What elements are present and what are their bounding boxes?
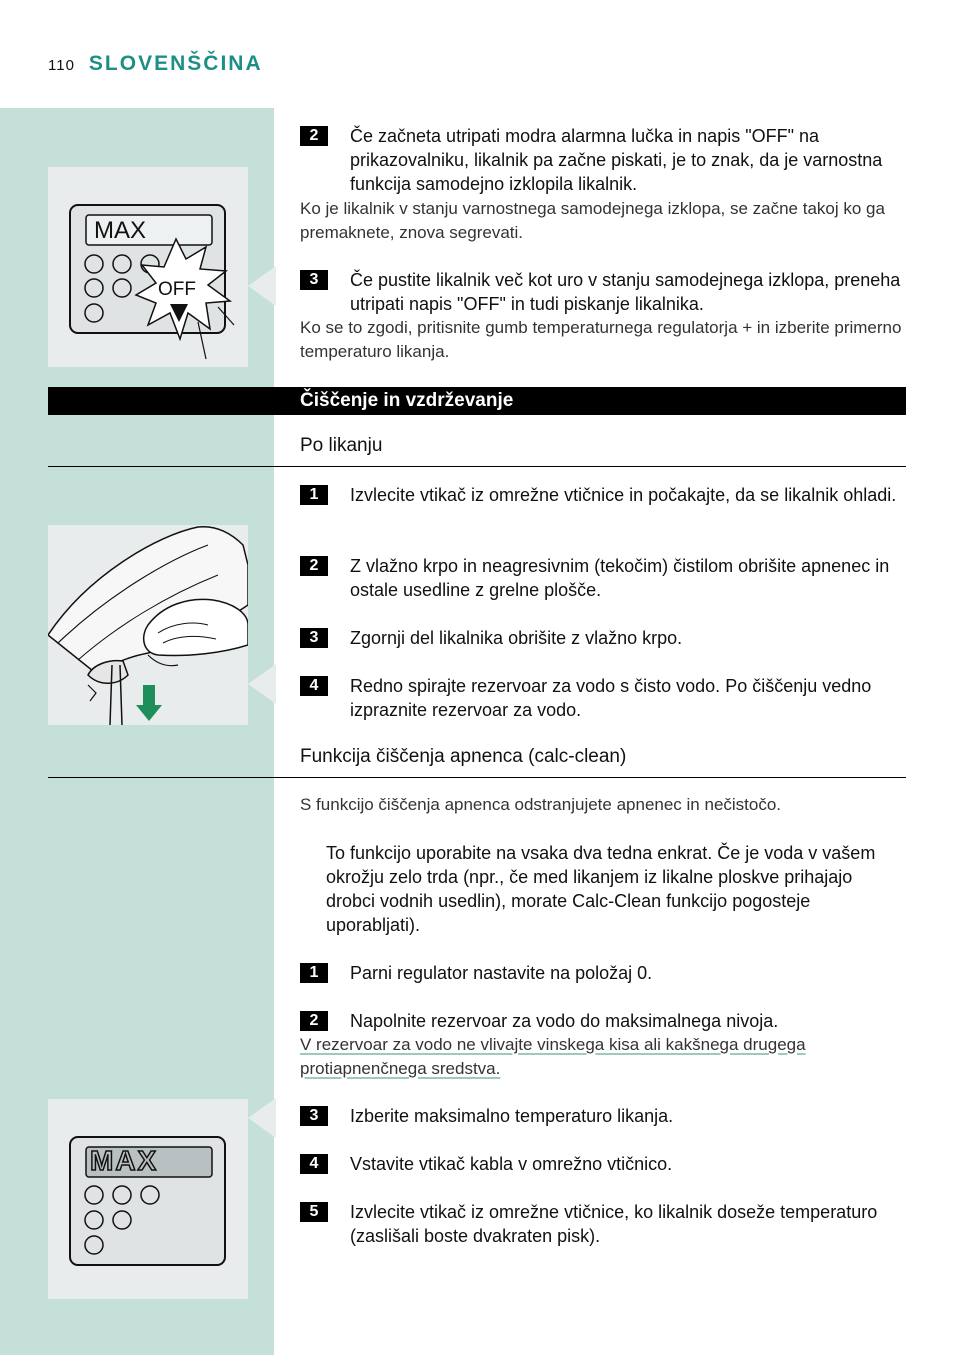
figure-iron-cleaning (48, 525, 248, 725)
figure-pointer (248, 1098, 276, 1138)
figure-pointer (248, 266, 276, 306)
subheading: Funkcija čiščenja apnenca (calc-clean) (300, 746, 627, 767)
step-text: Izberite maksimalno temperaturo likanja. (350, 1106, 674, 1126)
step-number: 2 (300, 126, 328, 146)
figure-display-off (48, 167, 248, 367)
step-number: 3 (300, 1106, 328, 1126)
step-number: 4 (300, 676, 328, 696)
step-number: 2 (300, 556, 328, 576)
step-number: 4 (300, 1154, 328, 1174)
divider (48, 777, 906, 778)
figure-pointer (248, 664, 276, 704)
step-text: Zgornji del likalnika obrišite z vlažno krpo. (350, 628, 683, 648)
display-off-label: OFF (158, 279, 196, 300)
step-text: Vstavite vtikač kabla v omrežno vtičnico. (350, 1154, 673, 1174)
step-text: Če začneta utripati modra alarmna lučka in napis "OFF" na prikazovalniku, likalnik pa začne piskati, je to znak, da je varnostna funkcija samodejno izklopila likalnik. (350, 126, 883, 194)
step-text: Napolnite rezervoar za vodo do maksimalnega nivoja. (350, 1011, 779, 1031)
subheading: Po likanju (300, 435, 383, 456)
step-text: Redno spirajte rezervoar za vodo s čisto vodo. Po čiščenju vedno izpraznite rezervoar za vodo. (350, 676, 872, 720)
step-text: Parni regulator nastavite na položaj 0. (350, 963, 653, 983)
step-text: Če pustite likalnik več kot uro v stanju samodejnega izklopa, preneha utripati napis "OFF" in tudi piskanje likalnika. (350, 270, 901, 314)
warning-text: V rezervoar za vodo ne vlivajte vinskega kisa ali kakšnega drugega protiapnenčnega sredstva. (300, 1035, 806, 1078)
paragraph-text: To funkcijo uporabite na vsaka dva tedna enkrat. Če je voda v vašem okrožju zelo trda (npr., če med likanjem iz likalne ploskve prihajajo drobci vodnih usedlin), morate Calc-Clean funkcijo pogosteje uporabljati). (326, 843, 876, 935)
step-text: Izvlecite vtikač iz omrežne vtičnice in počakajte, da se likalnik ohladi. (350, 485, 897, 505)
step-number: 1 (300, 485, 328, 505)
step-note: Ko je likalnik v stanju varnostnega samodejnega izklopa, se začne takoj ko ga premaknete, znova segrevati. (300, 199, 885, 242)
step-number: 5 (300, 1202, 328, 1222)
page-header (48, 52, 263, 76)
display-max-label: MAX (90, 1145, 159, 1176)
step-text: Izvlecite vtikač iz omrežne vtičnice, ko likalnik doseže temperaturo (zaslišali boste dvakraten pisk). (350, 1202, 878, 1246)
page-number: 110 (48, 57, 75, 74)
divider (48, 466, 906, 467)
section-title: Čiščenje in vzdrževanje (300, 390, 514, 411)
language-title: SLOVENŠČINA (88, 52, 263, 75)
intro-text: S funkcijo čiščenja apnenca odstranjujete apnenec in nečistočo. (300, 795, 782, 814)
step-number: 1 (300, 963, 328, 983)
figure-display-max (48, 1099, 248, 1299)
step-note: Ko se to zgodi, pritisnite gumb temperaturnega regulatorja + in izberite primerno temperaturo likanja. (300, 318, 902, 361)
display-max-label: MAX (94, 217, 147, 244)
warning-note (300, 1033, 860, 1081)
step-number: 3 (300, 270, 328, 290)
step-number: 3 (300, 628, 328, 648)
step-text: Z vlažno krpo in neagresivnim (tekočim) čistilom obrišite apnenec in ostale usedline z grelne plošče. (350, 556, 890, 600)
step-number: 2 (300, 1011, 328, 1031)
